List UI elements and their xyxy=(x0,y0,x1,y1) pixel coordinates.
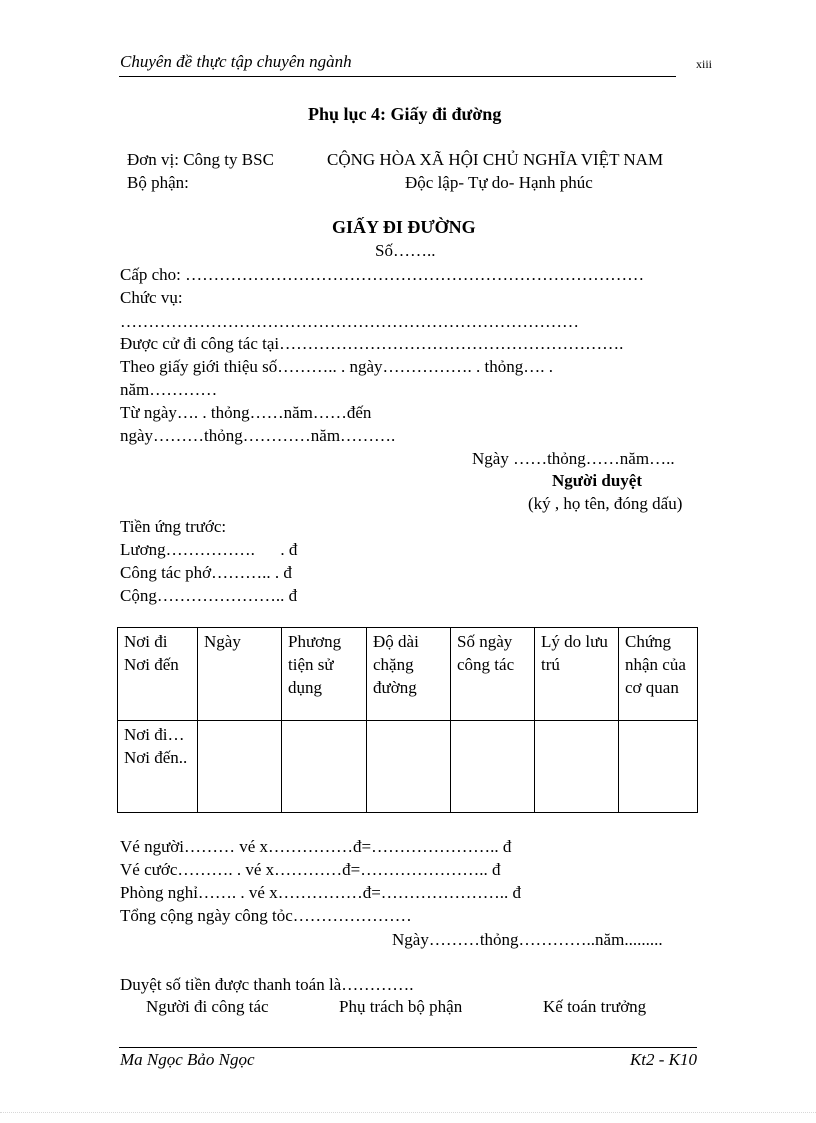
advance-allowance-line: Công tác phớ……….. . đ xyxy=(120,563,292,582)
approval-date: Ngày ……thỏng……năm….. xyxy=(472,449,675,468)
appendix-title: Phụ lục 4: Giấy đi đường xyxy=(308,104,502,124)
approver-note: (ký , họ tên, đóng dấu) xyxy=(528,494,683,513)
travel-table xyxy=(117,627,698,813)
document-number: Số…….. xyxy=(375,241,436,260)
fees-date-line: Ngày………thỏng…………..năm......... xyxy=(392,930,663,949)
issued-to-line: Cấp cho: ……………………………………………………………………… xyxy=(120,265,645,284)
table-cell-certification xyxy=(619,721,698,813)
passenger-ticket-line: Vé người……… vé x……………đ=………………….. đ xyxy=(120,837,512,856)
footer-divider xyxy=(119,1047,697,1048)
from-date-line: Từ ngày…. . thỏng……năm……đến xyxy=(120,403,372,422)
total-days-line: Tổng cộng ngày công tỏc………………… xyxy=(120,906,412,925)
col-header-certification: Chứng nhận của cơ quan xyxy=(619,628,698,721)
col-header-date: Ngày xyxy=(198,628,282,721)
footer-class: Kt2 - K10 xyxy=(629,1050,697,1069)
org-department: Bộ phận: xyxy=(127,173,189,192)
referral-year-line: năm………… xyxy=(120,380,218,399)
col-header-days: Số ngày công tác xyxy=(451,628,535,721)
advance-salary-line: Lương……………. . đ xyxy=(120,540,298,559)
table-row xyxy=(118,721,698,813)
national-motto: Độc lập- Tự do- Hạnh phúc xyxy=(405,173,593,192)
document-title: GIẤY ĐI ĐƯỜNG xyxy=(332,217,476,237)
freight-ticket-line: Vé cước………. . vé x…………đ=………………….. đ xyxy=(120,860,501,879)
national-title: CỘNG HÒA XÃ HỘI CHỦ NGHĨA VIỆT NAM xyxy=(327,150,664,169)
advance-label: Tiền ứng trước: xyxy=(120,517,227,536)
approver-title: Người duyệt xyxy=(552,471,642,490)
lodging-line: Phòng nghỉ……. . vé x……………đ=………………….. đ xyxy=(120,883,522,902)
assigned-to-line: Được cử đi công tác tại……………………………………………………. xyxy=(120,334,624,353)
signer-department-head: Phụ trách bộ phận xyxy=(339,997,463,1016)
running-header-title: Chuyên đề thực tập chuyên ngành xyxy=(120,52,352,71)
position-dots-line: ……………………………………………………………………… xyxy=(120,312,579,331)
signer-traveler: Người đi công tác xyxy=(146,997,269,1016)
position-line: Chức vụ: xyxy=(120,288,183,307)
col-header-distance: Độ dài chặng đường xyxy=(367,628,451,721)
table-header-row xyxy=(118,628,698,721)
table-cell-days xyxy=(451,721,535,813)
settlement-line: Duyệt số tiền được thanh toán là…………. xyxy=(120,975,414,994)
page-edge-dots xyxy=(0,1112,816,1113)
header-divider xyxy=(119,76,676,77)
col-header-route: Nơi đi Nơi đến xyxy=(118,628,198,721)
col-header-transport: Phương tiện sử dụng xyxy=(282,628,367,721)
table-cell-transport xyxy=(282,721,367,813)
table-cell-stay-reason xyxy=(535,721,619,813)
table-cell-date xyxy=(198,721,282,813)
advance-total-line: Cộng………………….. đ xyxy=(120,586,298,605)
org-unit: Đơn vị: Công ty BSC xyxy=(127,150,274,169)
col-header-stay-reason: Lý do lưu trú xyxy=(535,628,619,721)
to-date-line: ngày………thỏng…………năm………. xyxy=(120,426,396,445)
signer-chief-accountant: Kế toán trưởng xyxy=(543,997,647,1016)
table-cell-distance xyxy=(367,721,451,813)
referral-line: Theo giấy giới thiệu số……….. . ngày……………. . thỏng…. . xyxy=(120,357,554,376)
page-number: xiii xyxy=(696,57,713,71)
footer-author: Ma Ngọc Bảo Ngọc xyxy=(120,1050,255,1069)
table-cell-route: Nơi đi… Nơi đến.. xyxy=(118,721,198,813)
